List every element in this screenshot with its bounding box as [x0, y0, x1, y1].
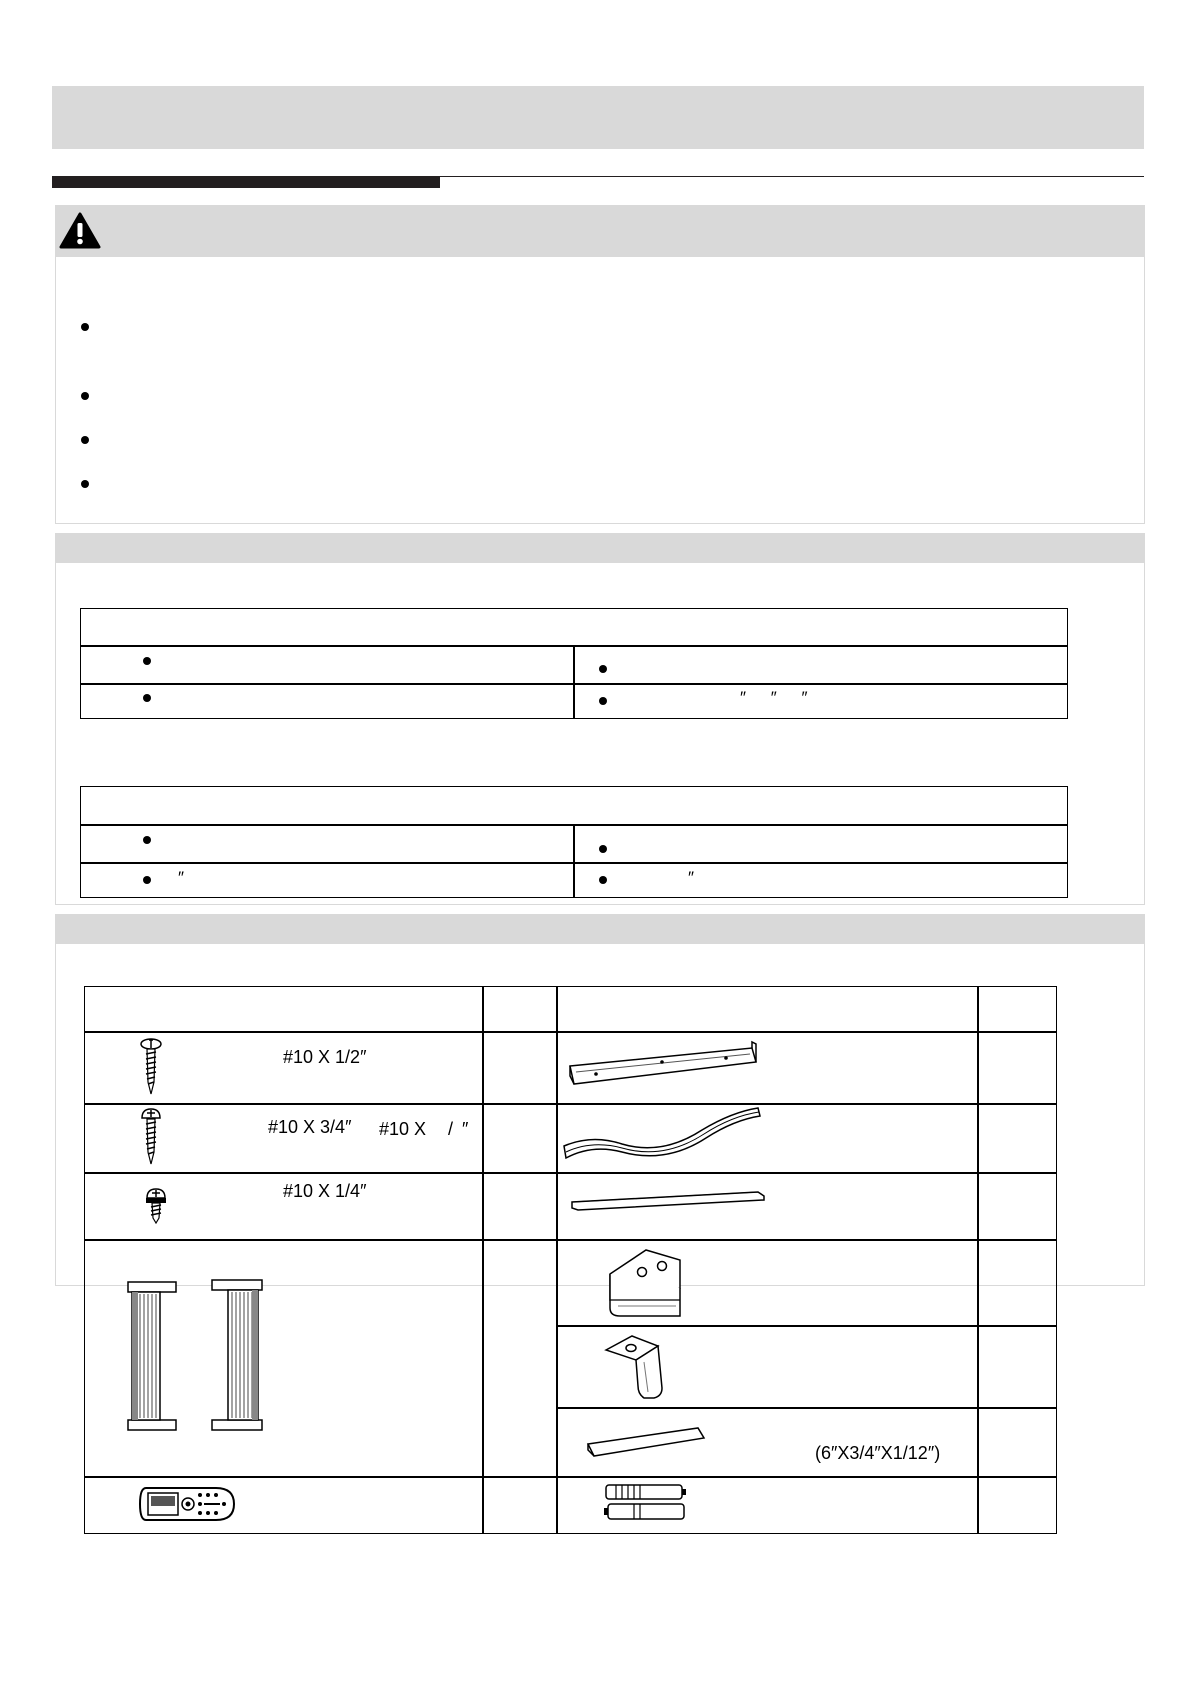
tools-header: [55, 533, 1145, 563]
bullet-icon: [143, 876, 151, 884]
part-spec: #10 X 3/4″: [268, 1117, 352, 1137]
warning-icon: [59, 212, 101, 250]
bullet-icon: [81, 480, 89, 488]
divider: [84, 1239, 1057, 1241]
bullet-icon: [81, 436, 89, 444]
bullet-icon: [143, 694, 151, 702]
divider: [482, 986, 484, 1534]
divider: [84, 1476, 1057, 1478]
tool-label: ″ ″ ″: [740, 688, 808, 707]
screw-icon: [138, 1038, 164, 1096]
bullet-icon: [599, 665, 607, 673]
part-spec: (6″X3/4″X1/12″): [815, 1443, 941, 1463]
foam-pad-icon: [586, 1424, 708, 1460]
parts-header: [55, 914, 1145, 944]
battery-icon: [600, 1482, 692, 1522]
tool-label: ″: [688, 868, 695, 887]
curtain-panel-icon: [210, 1278, 266, 1432]
divider: [573, 824, 575, 898]
rail-icon: [566, 1040, 760, 1088]
bracket-icon: [604, 1332, 668, 1400]
warning-header: [55, 205, 1145, 257]
curtain-panel-icon: [126, 1280, 186, 1432]
screw-icon: [138, 1108, 164, 1166]
divider: [556, 1407, 1057, 1409]
title-band: [52, 86, 1144, 149]
divider: [556, 986, 558, 1534]
flat-strip-icon: [570, 1188, 766, 1214]
screw-icon: [144, 1188, 168, 1224]
bullet-icon: [81, 392, 89, 400]
section-rule-thick: [52, 176, 440, 188]
tool-label: ″: [178, 868, 185, 887]
divider: [84, 1031, 1057, 1033]
bracket-icon: [606, 1244, 688, 1320]
part-spec: ″: [462, 1119, 469, 1139]
bullet-icon: [599, 845, 607, 853]
section-rule-thin: [440, 176, 1144, 177]
divider: [573, 645, 575, 719]
bullet-icon: [599, 876, 607, 884]
bullet-icon: [81, 323, 89, 331]
divider: [84, 1172, 1057, 1174]
part-spec: #10 X 1/2″: [283, 1047, 367, 1067]
bullet-icon: [143, 836, 151, 844]
foam-seal-icon: [562, 1104, 762, 1162]
part-spec: /: [448, 1119, 454, 1139]
divider: [556, 1325, 1057, 1327]
part-spec: #10 X: [379, 1119, 427, 1139]
bullet-icon: [599, 697, 607, 705]
remote-control-icon: [138, 1485, 236, 1523]
bullet-icon: [143, 657, 151, 665]
divider: [977, 986, 979, 1534]
part-spec: #10 X 1/4″: [283, 1181, 367, 1201]
